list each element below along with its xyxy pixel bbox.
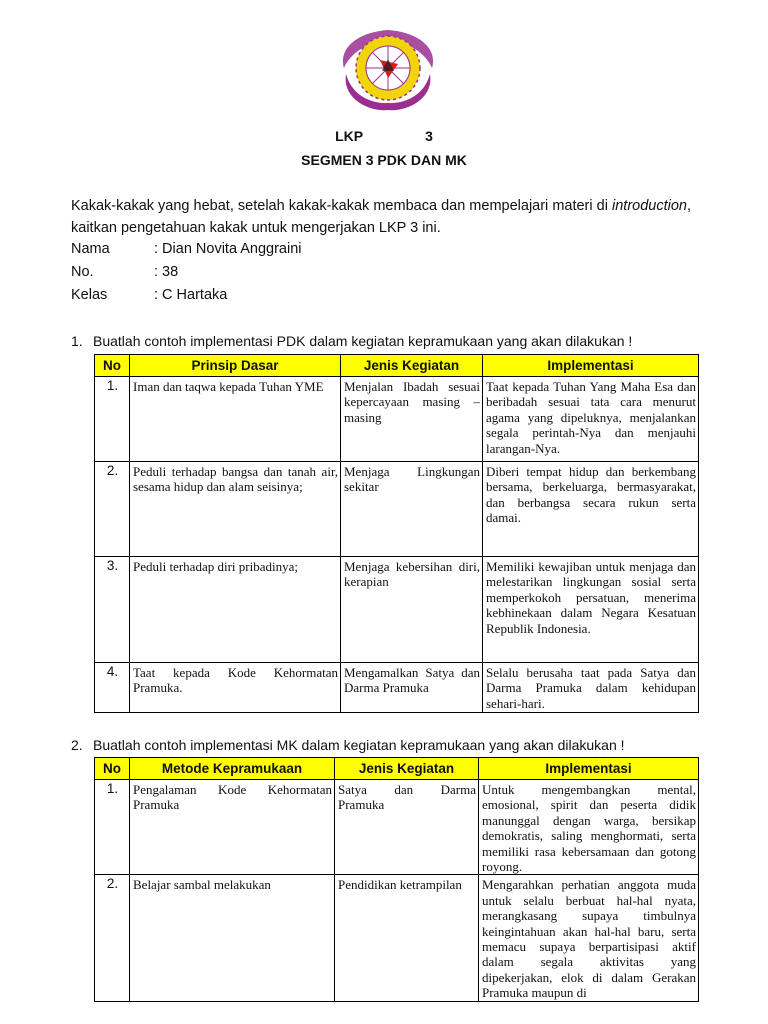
column-header-activity: Jenis Kegiatan [341,355,483,377]
intro-text-after: , kaitkan pengetahuan kakak untuk mengerjakan LKP 3 ini. [71,198,691,236]
intro-paragraph [71,195,691,239]
row-number: 2. [95,462,130,557]
pdk-table [94,354,699,713]
column-header-no: No [95,355,130,377]
table-row [95,557,699,663]
row-implementation: Diberi tempat hidup dan berkembang bersama, berkeluarga, bermasyarakat, dan berbangsa secara rukun serta damai. [483,462,699,557]
student-name-row [71,241,302,257]
lkp-number: 3 [425,128,433,144]
student-number-row [71,264,178,280]
row-method: Pengalaman Kode Kehormatan Pramuka [130,780,335,875]
row-principle: Peduli terhadap bangsa dan tanah air, sesama hidup dan alam seisinya; [130,462,341,557]
column-header-principle: Prinsip Dasar [130,355,341,377]
table-row [95,663,699,713]
column-header-implementation: Implementasi [483,355,699,377]
row-implementation: Taat kepada Tuhan Yang Maha Esa dan beribadah sesuai tata cara menurut agama yang dipeluknya, menjalankan segala perintah-Nya dan menjauhi larangan-Nya. [483,377,699,462]
table-row [95,377,699,462]
info-label: No. [71,264,94,280]
row-principle: Peduli terhadap diri pribadinya; [130,557,341,663]
intro-italic-word: introduction [612,198,687,214]
question-text: Buatlah contoh implementasi PDK dalam kegiatan kepramukaan yang akan dilakukan ! [93,333,633,349]
row-number: 1. [95,377,130,462]
lkp-label: LKP [335,128,364,144]
table-row [95,780,699,875]
column-header-method: Metode Kepramukaan [130,758,335,780]
segment-subtitle: SEGMEN 3 PDK DAN MK [301,152,467,168]
row-principle: Iman dan taqwa kepada Tuhan YME [130,377,341,462]
row-implementation: Mengarahkan perhatian anggota muda untuk selalu berbuat hal-hal nyata, merangkasang supaya timbulnya keingintahuan akan hal-hal baru, serta memacu supaya berpartisipasi aktif dalam segala aktivitas yang dipekerjakan, elok di dalam Gerakan Pramuka maupun di [479,875,699,1001]
table-row [95,462,699,557]
table-header-row [95,758,699,780]
row-implementation: Memiliki kewajiban untuk menjaga dan melestarikan lingkungan sosial serta memperkokoh persatuan, menerima kebhinekaan dalam Negara Kesatuan Republik Indonesia. [483,557,699,663]
table-header-row [95,355,699,377]
mk-table [94,757,699,1002]
row-number: 3. [95,557,130,663]
row-activity: Menjalan Ibadah sesuai kepercayaan masing – masing [341,377,483,462]
info-value: : C Hartaka [154,287,228,303]
row-number: 1. [95,780,130,875]
question-1 [71,333,632,349]
column-header-implementation: Implementasi [479,758,699,780]
table-row [95,875,699,1001]
info-label: Kelas [71,287,108,303]
row-implementation: Untuk mengembangkan mental, emosional, spirit dan peserta didik manunggal dengan warga, bersikap demokratis, saling menghormati, serta memiliki rasa kebersamaan dan gotong royong. [479,780,699,875]
scout-emblem-icon [334,24,442,116]
info-label: Nama [71,241,110,257]
question-number: 2. [71,737,83,753]
row-activity: Menjaga kebersihan diri, kerapian [341,557,483,663]
row-principle: Taat kepada Kode Kehormatan Pramuka. [130,663,341,713]
question-text: Buatlah contoh implementasi MK dalam kegiatan kepramukaan yang akan dilakukan ! [93,737,625,753]
lkp-title [0,128,768,144]
row-number: 2. [95,875,130,1001]
column-header-no: No [95,758,130,780]
row-method: Belajar sambal melakukan [130,875,335,1001]
row-activity: Menjaga Lingkungan sekitar [341,462,483,557]
row-implementation: Selalu berusaha taat pada Satya dan Darma Pramuka dalam kehidupan sehari-hari. [483,663,699,713]
question-2 [71,737,625,753]
row-activity: Satya dan Darma Pramuka [335,780,479,875]
student-class-row [71,287,227,303]
question-number: 1. [71,333,83,349]
column-header-activity: Jenis Kegiatan [335,758,479,780]
info-value: : Dian Novita Anggraini [154,241,302,257]
intro-text-before: Kakak-kakak yang hebat, setelah kakak-kakak membaca dan mempelajari materi di [71,198,612,214]
info-value: : 38 [154,264,179,280]
row-number: 4. [95,663,130,713]
scout-emblem-logo [334,24,442,116]
row-activity: Pendidikan ketrampilan [335,875,479,1001]
row-activity: Mengamalkan Satya dan Darma Pramuka [341,663,483,713]
